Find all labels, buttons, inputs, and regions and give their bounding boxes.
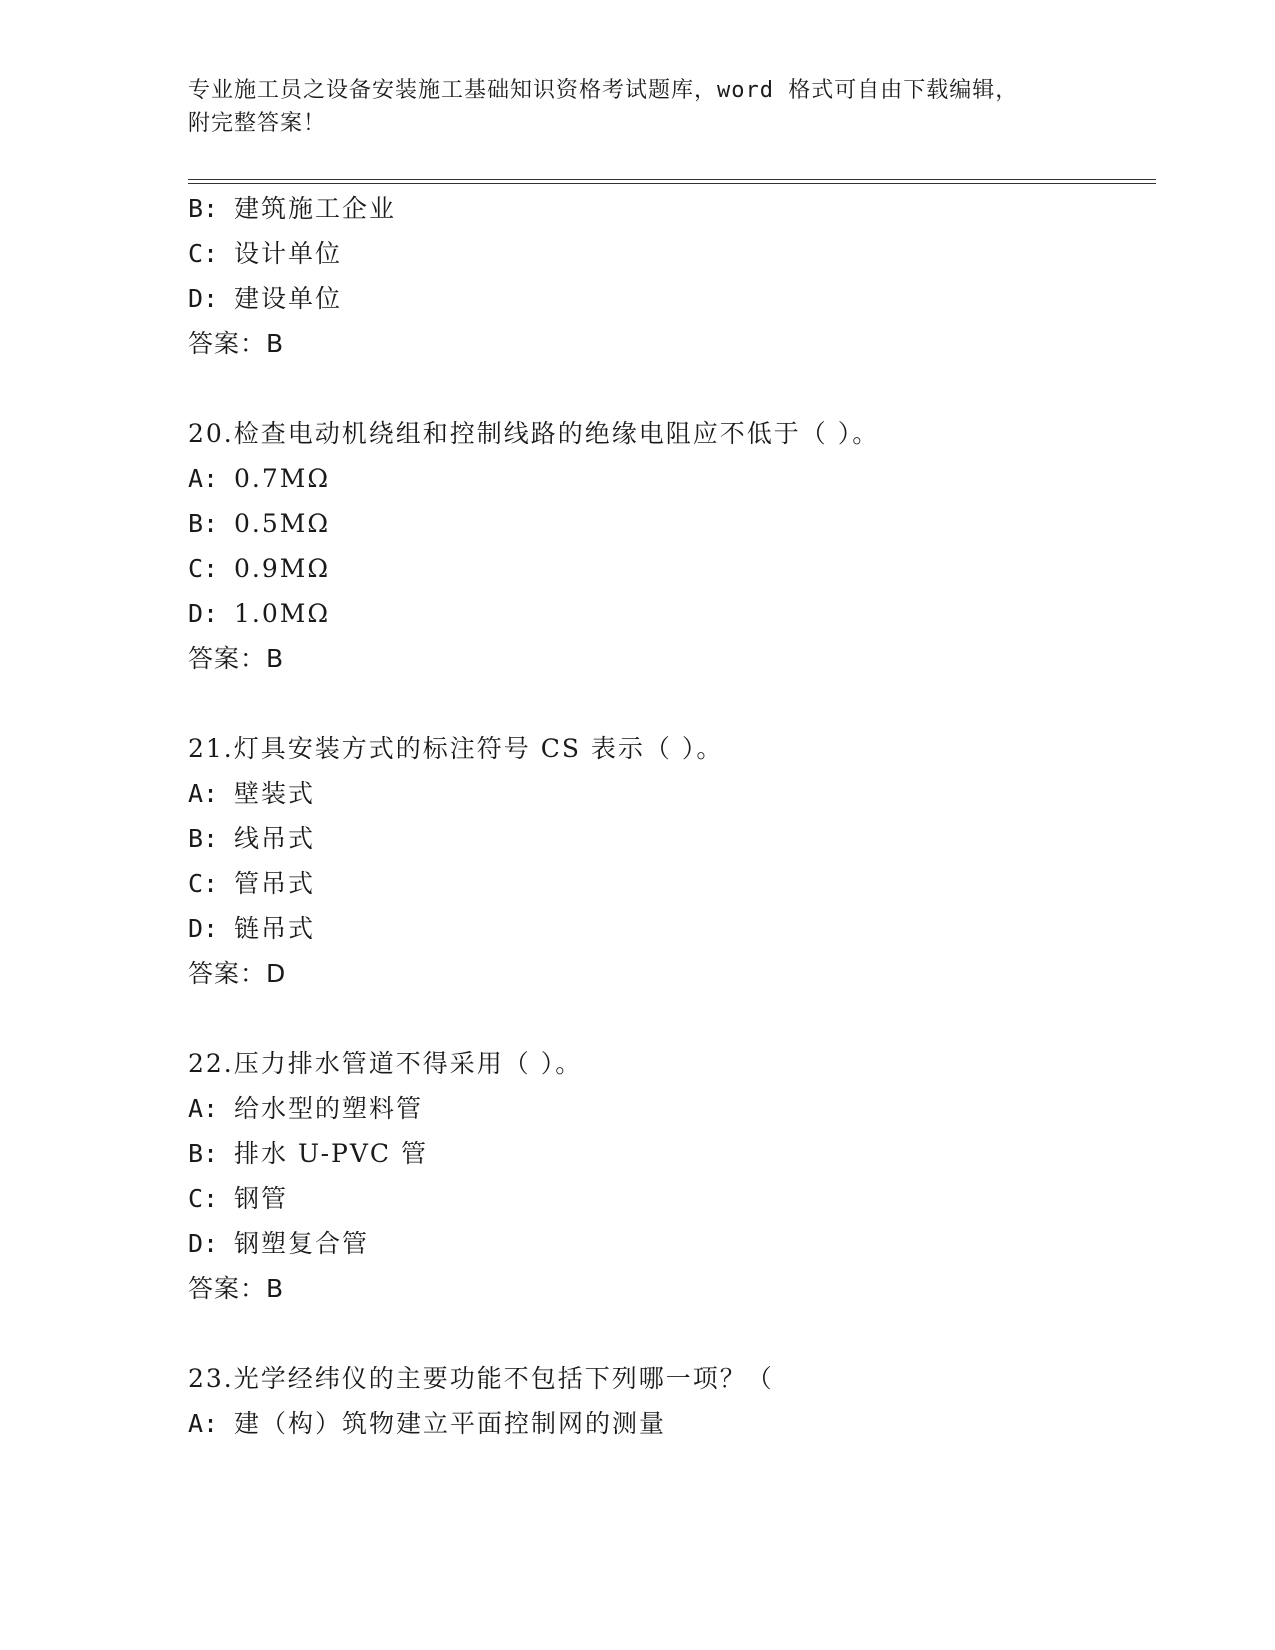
option-text: 建设单位 — [234, 284, 343, 313]
option-line — [188, 239, 342, 269]
option-text: 链吊式 — [234, 914, 316, 943]
option-line — [188, 194, 396, 224]
option-line — [188, 509, 330, 539]
answer-line: 答案：B — [188, 329, 285, 358]
option-letter: B: — [188, 509, 219, 538]
option-line — [188, 1139, 428, 1169]
option-text: 0.7MΩ — [234, 464, 331, 493]
option-letter: C: — [188, 239, 219, 268]
option-text: 建筑施工企业 — [234, 194, 397, 223]
option-line — [188, 1184, 288, 1214]
option-line — [188, 599, 330, 629]
document-header — [188, 74, 1088, 140]
option-letter: B: — [188, 1139, 219, 1168]
option-letter: A: — [188, 1094, 219, 1123]
option-letter: A: — [188, 464, 219, 493]
option-text: 给水型的塑料管 — [234, 1094, 424, 1123]
option-text: 线吊式 — [234, 824, 316, 853]
option-line — [188, 554, 330, 584]
option-text: 钢塑复合管 — [234, 1229, 370, 1258]
option-line — [188, 1229, 369, 1259]
option-letter: D: — [188, 1229, 219, 1258]
option-letter: C: — [188, 869, 219, 898]
option-letter: D: — [188, 284, 219, 313]
header-divider-top — [188, 179, 1156, 180]
option-letter: A: — [188, 1409, 219, 1438]
option-line — [188, 464, 330, 494]
answer-line: 答案：B — [188, 644, 285, 673]
header-line-2: 附完整答案！ — [188, 111, 327, 136]
option-line — [188, 824, 315, 854]
option-letter: B: — [188, 194, 219, 223]
option-line — [188, 869, 315, 899]
option-text: 管吊式 — [234, 869, 316, 898]
option-text: 壁装式 — [234, 779, 316, 808]
option-letter: A: — [188, 779, 219, 808]
header-divider-bottom — [188, 183, 1156, 184]
option-text: 排水 U-PVC 管 — [234, 1139, 428, 1168]
option-text: 钢管 — [234, 1184, 289, 1213]
option-line — [188, 914, 315, 944]
answer-line: 答案：D — [188, 959, 287, 988]
option-letter: C: — [188, 554, 219, 583]
option-letter: D: — [188, 599, 219, 628]
option-line — [188, 284, 342, 314]
option-line — [188, 779, 315, 809]
option-line — [188, 1094, 423, 1124]
option-text: 设计单位 — [234, 239, 343, 268]
question-stem: 23.光学经纬仪的主要功能不包括下列哪一项？（ — [188, 1364, 774, 1393]
option-text: 0.9MΩ — [234, 554, 331, 583]
option-text: 建（构）筑物建立平面控制网的测量 — [234, 1409, 667, 1438]
option-line — [188, 1409, 666, 1439]
question-stem: 21.灯具安装方式的标注符号 CS 表示（ ）。 — [188, 734, 724, 763]
option-text: 0.5MΩ — [234, 509, 331, 538]
option-letter: B: — [188, 824, 219, 853]
question-stem: 22.压力排水管道不得采用（ ）。 — [188, 1049, 583, 1078]
question-stem: 20.检查电动机绕组和控制线路的绝缘电阻应不低于（ ）。 — [188, 419, 880, 448]
option-letter: D: — [188, 914, 219, 943]
header-line-1: 专业施工员之设备安装施工基础知识资格考试题库，word 格式可自由下载编辑， — [188, 78, 1019, 103]
answer-line: 答案：B — [188, 1274, 285, 1303]
option-text: 1.0MΩ — [234, 599, 331, 628]
option-letter: C: — [188, 1184, 219, 1213]
